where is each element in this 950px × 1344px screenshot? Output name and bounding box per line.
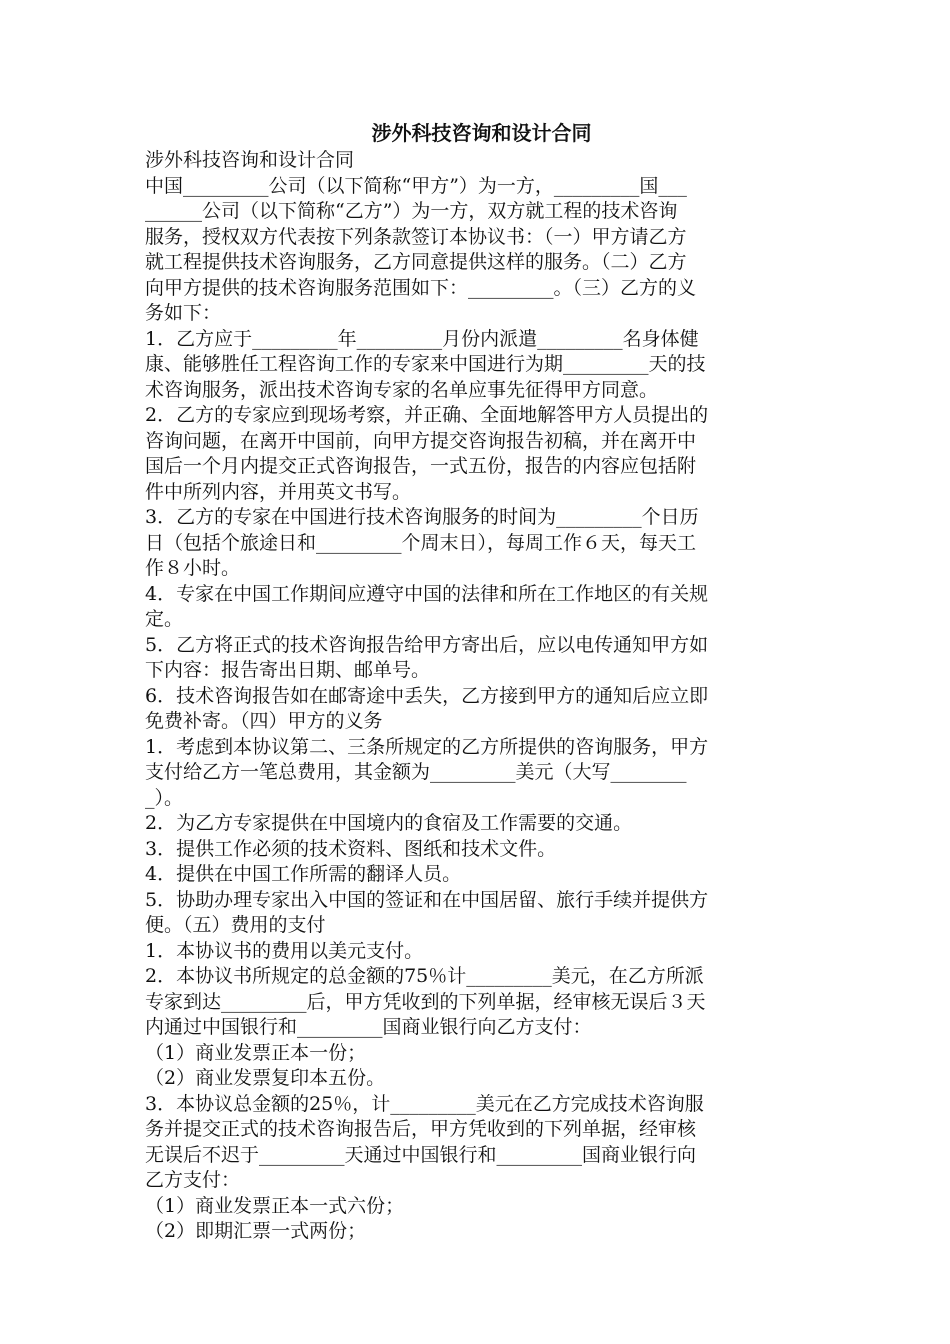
text-line: 就工程提供技术咨询服务，乙方同意提供这样的服务。（二）乙方 [145,251,687,273]
text-line: 国后一个月内提交正式咨询报告，一式五份，报告的内容应包括附 [145,455,697,477]
text-line: _）。 [145,786,184,809]
text-line: （2）商业发票复印本五份。 [145,1067,386,1089]
text-line: 2．本协议书所规定的总金额的75％计_________美元，在乙方所派 [145,965,704,987]
text-line: 5．协助办理专家出入中国的签证和在中国居留、旅行手续并提供方 [145,888,709,911]
text-line: 1．考虑到本协议第二、三条所规定的乙方所提供的咨询服务，甲方 [145,735,709,758]
document-body [145,148,815,1245]
text-line: （1）商业发票正本一份； [145,1041,367,1064]
text-line: 涉外科技咨询和设计合同 [145,149,355,171]
text-line: 3．乙方的专家在中国进行技术咨询服务的时间为_________个日历 [145,506,699,528]
text-line: 1．乙方应于_________年_________月份内派遣_________名身体健 [145,327,699,350]
text-line: 向甲方提供的技术咨询服务范围如下：_________。（三）乙方的义 [145,276,697,299]
text-line: 中国_________公司（以下简称“甲方”）为一方，_________国___ [145,174,687,197]
text-line: 作８小时。 [145,557,241,579]
text-line: 3．本协议总金额的25％，计_________美元在乙方完成技术咨询服 [145,1092,704,1115]
text-line: 1．本协议书的费用以美元支付。 [145,939,424,962]
text-line: 务并提交正式的技术咨询报告后，甲方凭收到的下列单据，经审核 [145,1118,697,1140]
text-line: 专家到达_________后，甲方凭收到的下列单据，经审核无误后３天 [145,990,706,1013]
text-line: 件中所列内容，并用英文书写。 [145,480,412,503]
text-line: 咨询问题，在离开中国前，向甲方提交咨询报告初稿，并在离开中 [145,429,697,452]
text-line: 服务，授权双方代表按下列条款签订本协议书：（一）甲方请乙方 [145,225,687,248]
text-line: 下内容：报告寄出日期、邮单号。 [145,659,431,681]
text-line: 3．提供工作必须的技术资料、图纸和技术文件。 [145,837,557,860]
text-line: 4．专家在中国工作期间应遵守中国的法律和所在工作地区的有关规 [145,582,709,605]
text-line: 术咨询服务，派出技术咨询专家的名单应事先征得甲方同意。 [145,378,659,401]
text-line: 务如下： [145,302,222,324]
text-line: 免费补寄。（四）甲方的义务 [145,710,383,732]
text-line: ______公司（以下简称“乙方”）为一方，双方就工程的技术咨询 [145,200,678,222]
text-line: 乙方支付： [145,1169,241,1191]
text-line: 6．技术咨询报告如在邮寄途中丢失，乙方接到甲方的通知后应立即 [145,684,709,707]
text-line: 康、能够胜任工程咨询工作的专家来中国进行为期_________天的技 [145,353,706,375]
text-line: 便。（五）费用的支付 [145,914,326,936]
text-line: 2．乙方的专家应到现场考察，并正确、全面地解答甲方人员提出的 [145,404,709,426]
text-line: 日（包括个旅途日和_________个周末日），每周工作６天，每天工 [145,531,697,554]
document-page [145,118,815,1245]
text-line: （2）即期汇票一式两份； [145,1220,367,1242]
document-title: 涉外科技咨询和设计合同 [371,121,592,145]
text-line: 定。 [145,608,184,630]
text-line: 支付给乙方一笔总费用，其金额为_________美元（大写________ [145,761,687,783]
text-line: 无误后不迟于_________天通过中国银行和_________国商业银行向 [145,1143,697,1166]
text-line: 2．为乙方专家提供在中国境内的食宿及工作需要的交通。 [145,812,633,834]
text-line: 4．提供在中国工作所需的翻译人员。 [145,863,462,885]
text-line: 5．乙方将正式的技术咨询报告给甲方寄出后，应以电传通知甲方如 [145,633,709,656]
text-line: 内通过中国银行和_________国商业银行向乙方支付： [145,1016,592,1038]
text-line: （1）商业发票正本一式六份； [145,1194,405,1217]
